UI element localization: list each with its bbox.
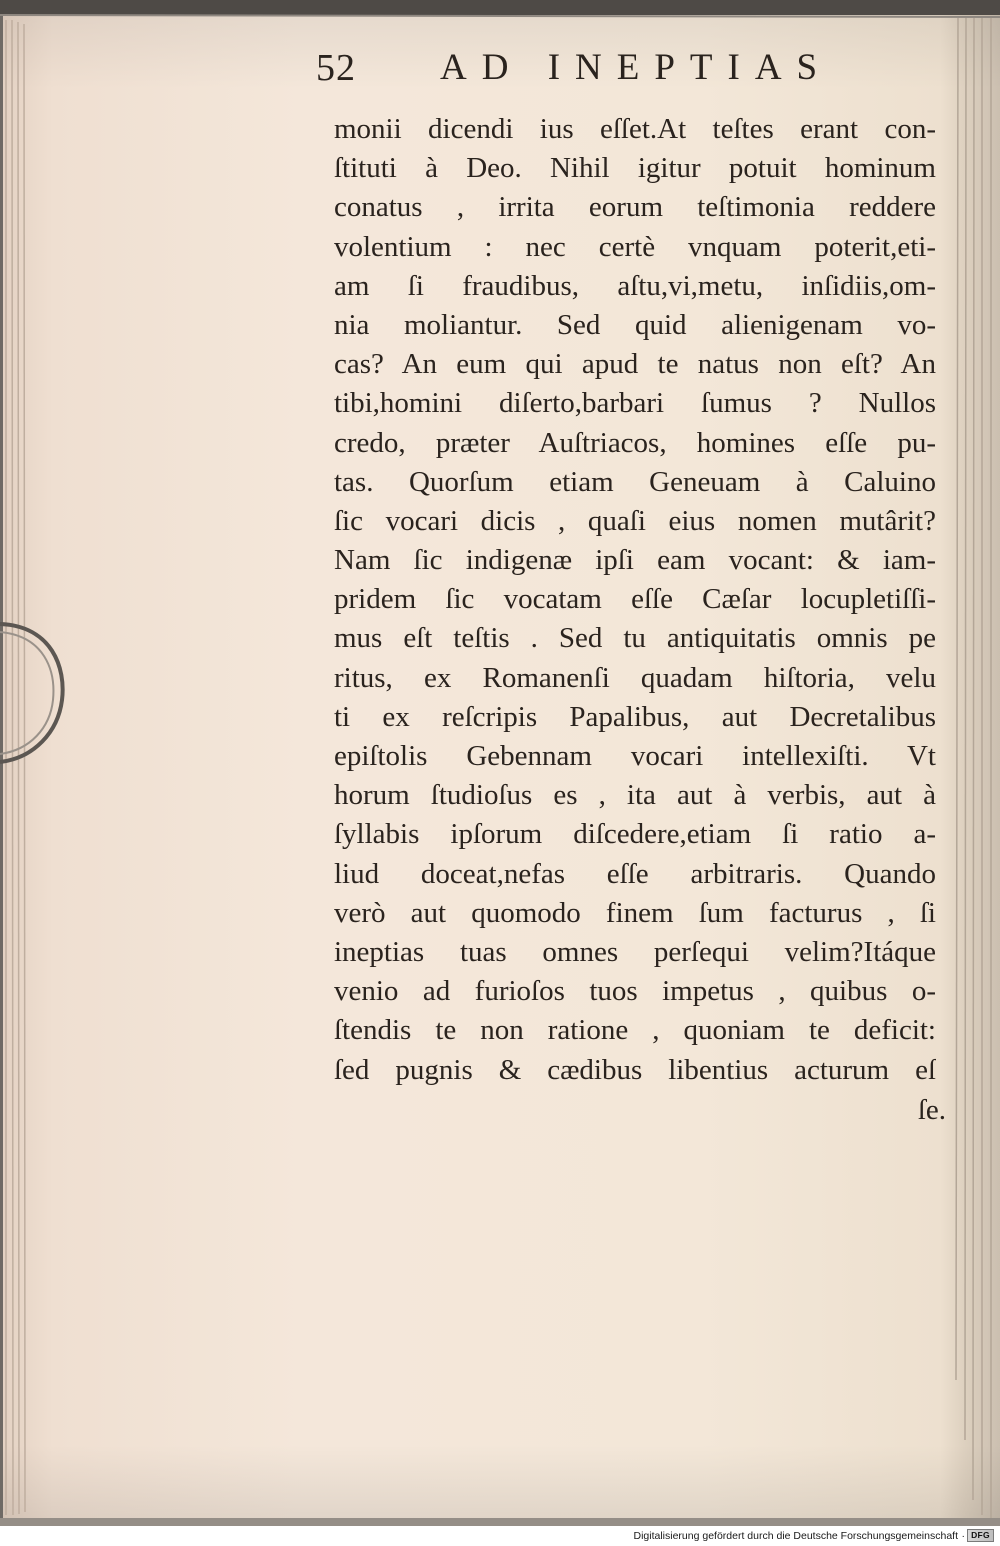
text-line: verò aut quomodo finem ſum facturus , ſi xyxy=(334,896,936,929)
footer-separator: · xyxy=(961,1530,965,1542)
text-line: ritus, ex Romanenſi quadam hiſtoria, velu xyxy=(334,661,936,694)
text-line: ſtituti à Deo. Nihil igitur potuit hominum xyxy=(334,152,936,185)
text-line: credo, præter Auſtriacos, homines eſſe pu- xyxy=(334,426,936,459)
text-line: volentium : nec certè vnquam poterit,eti- xyxy=(334,230,936,263)
text-line: tibi,homini diſerto,barbari ſumus ? Nullos xyxy=(334,387,936,420)
text-line: ti ex reſcripis Papalibus, aut Decretalibus xyxy=(334,700,936,733)
text-line: ſic vocari dicis , quaſi eius nomen mutârit? xyxy=(334,504,936,537)
running-head: AD INEPTIAS xyxy=(440,47,833,88)
text-line: ineptias tuas omnes perſequi velim?Itáque xyxy=(334,935,936,968)
text-line: pridem ſic vocatam eſſe Cæſar locupletiſſi- xyxy=(334,583,936,616)
text-line: monii dicendi ius eſſet.At teſtes erant con- xyxy=(334,113,936,145)
bottom-edge-band xyxy=(0,1518,1000,1526)
text-line: mus eſt teſtis . Sed tu antiquitatis omnis pe xyxy=(334,622,936,655)
body-text xyxy=(334,110,936,1090)
top-edge-band xyxy=(0,0,1000,15)
page-number: 52 xyxy=(316,47,356,89)
text-line: nia moliantur. Sed quid alienigenam vo- xyxy=(334,308,936,341)
text-line: ſyllabis ipſorum diſcedere,etiam ſi ratio a- xyxy=(334,818,936,851)
text-line: tas. Quorſum etiam Geneuam à Caluino xyxy=(334,465,936,498)
text-line: am ſi fraudibus, aſtu,vi,metu, inſidiis,om- xyxy=(334,269,936,302)
text-line: ſed pugnis & cædibus libentius acturum eſ xyxy=(334,1053,936,1086)
catchword: ſe. xyxy=(917,1094,946,1126)
footer xyxy=(0,1526,1000,1546)
text-line: Nam ſic indigenæ ipſi eam vocant: & iam- xyxy=(334,544,936,577)
text-line: liud doceat,nefas eſſe arbitraris. Quando xyxy=(334,857,936,890)
text-line: conatus , irrita eorum teſtimonia reddere xyxy=(334,191,936,224)
text-line: venio ad furioſos tuos impetus , quibus o- xyxy=(334,975,936,1008)
text-line: horum ſtudioſus es , ita aut à verbis, aut à xyxy=(334,779,936,812)
dfg-logo-icon: DFG xyxy=(967,1529,994,1542)
text-line: ſtendis te non ratione , quoniam te deficit: xyxy=(334,1014,936,1047)
text-line: cas? An eum qui apud te natus non eſt? An xyxy=(334,348,936,381)
funding-note: Digitalisierung gefördert durch die Deutsche Forschungsgemeinschaft xyxy=(633,1530,958,1542)
text-line: epiſtolis Gebennam vocari intellexiſti. Vt xyxy=(334,740,936,772)
